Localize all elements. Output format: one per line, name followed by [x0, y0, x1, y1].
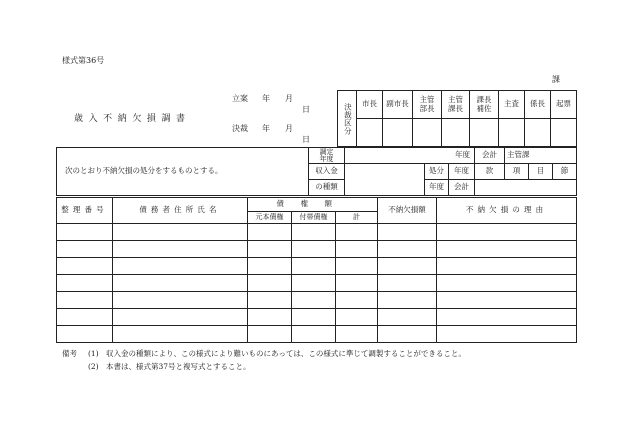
table-cell[interactable]: [292, 292, 336, 309]
table-row: [57, 326, 577, 343]
kessai-month: 月: [285, 124, 293, 133]
fuzui-header: 付帯債権: [292, 212, 336, 224]
kei-header: 計: [336, 212, 378, 224]
chotei-nendo-value[interactable]: 年度: [345, 148, 475, 164]
stamp-box[interactable]: [499, 119, 525, 147]
approval-table: [337, 90, 577, 147]
table-cell[interactable]: [248, 258, 292, 275]
shobun-nendo-label: 年度: [449, 164, 475, 180]
approval-col-header: 起票: [551, 91, 577, 119]
table-cell[interactable]: [378, 258, 437, 275]
table-cell[interactable]: [113, 309, 248, 326]
table-cell[interactable]: [336, 241, 378, 258]
table-cell[interactable]: [378, 224, 437, 241]
table-cell[interactable]: [248, 224, 292, 241]
kaikei-label: 会計: [475, 148, 505, 164]
approval-col-header: 係長: [525, 91, 551, 119]
table-cell[interactable]: [336, 258, 378, 275]
table-cell[interactable]: [437, 224, 577, 241]
table-cell[interactable]: [113, 258, 248, 275]
table-cell[interactable]: [57, 241, 113, 258]
stamp-box[interactable]: [551, 119, 577, 147]
table-cell[interactable]: [113, 241, 248, 258]
table-cell[interactable]: [437, 292, 577, 309]
note-1-text: 収入金の種類により、この様式により難いものにあっては、この様式に準じて調製することができること。: [106, 349, 466, 358]
funou-gaku-header: 不納欠損額: [378, 198, 437, 224]
no-shurui-label: の種類: [309, 180, 345, 196]
approval-col-header: 市長: [357, 91, 383, 119]
note-1-number: (1): [88, 349, 99, 358]
table-cell[interactable]: [437, 241, 577, 258]
approval-col-header: 主管課長: [442, 91, 470, 119]
table-row: [57, 292, 577, 309]
account-code-value[interactable]: [475, 180, 577, 196]
table-cell[interactable]: [292, 309, 336, 326]
table-cell[interactable]: [248, 326, 292, 343]
table-cell[interactable]: [292, 258, 336, 275]
table-cell[interactable]: [437, 326, 577, 343]
table-cell[interactable]: [336, 224, 378, 241]
table-cell[interactable]: [248, 292, 292, 309]
table-cell[interactable]: [336, 292, 378, 309]
table-cell[interactable]: [57, 224, 113, 241]
table-cell[interactable]: [378, 292, 437, 309]
note-2-text: 本書は、様式第37号と複写式とすること。: [106, 362, 251, 371]
stamp-box[interactable]: [383, 119, 413, 147]
table-cell[interactable]: [248, 241, 292, 258]
stamp-box[interactable]: [525, 119, 551, 147]
seiri-bango-header: 整理番号: [57, 198, 113, 224]
bikou-label: 備考: [62, 349, 77, 358]
moku-label: 目: [529, 164, 553, 180]
table-cell[interactable]: [437, 275, 577, 292]
table-cell[interactable]: [378, 275, 437, 292]
ganpon-header: 元本債権: [248, 212, 292, 224]
shukanka-label: 主管課: [505, 148, 577, 164]
disposition-message: 次のとおり不納欠損の処分をするものとする。: [57, 148, 309, 196]
table-cell[interactable]: [336, 326, 378, 343]
table-cell[interactable]: [292, 224, 336, 241]
table-row: [57, 258, 577, 275]
rian-year: 年: [262, 94, 270, 103]
table-row: [57, 309, 577, 326]
kaikei-total-label: 会計: [449, 180, 475, 196]
document-title: 歳入不納欠損調書: [74, 114, 191, 124]
approval-col-header: 主査: [499, 91, 525, 119]
table-cell[interactable]: [113, 326, 248, 343]
setsu-label: 節: [553, 164, 577, 180]
table-cell[interactable]: [437, 258, 577, 275]
stamp-box[interactable]: [357, 119, 383, 147]
stamp-box[interactable]: [442, 119, 470, 147]
table-cell[interactable]: [292, 275, 336, 292]
form-number: 様式第36号: [62, 56, 105, 65]
shunyukin-value[interactable]: [345, 164, 425, 196]
rian-month: 月: [285, 94, 293, 103]
table-cell[interactable]: [248, 309, 292, 326]
table-cell[interactable]: [336, 275, 378, 292]
saimusha-header: 債務者住所氏名: [113, 198, 248, 224]
saiken-gaku-header: 債権額: [248, 198, 378, 212]
table-cell[interactable]: [113, 292, 248, 309]
table-cell[interactable]: [292, 241, 336, 258]
table-row: [57, 241, 577, 258]
info-table: [56, 147, 577, 196]
table-cell[interactable]: [57, 258, 113, 275]
table-cell[interactable]: [57, 275, 113, 292]
note-2-number: (2): [88, 362, 99, 371]
approval-col-header: 主管部長: [413, 91, 442, 119]
rian-day: 日: [302, 105, 310, 114]
table-cell[interactable]: [378, 326, 437, 343]
kan-label: 款: [475, 164, 505, 180]
shunyukin-label: 収入金: [309, 164, 345, 180]
detail-table: [56, 197, 577, 343]
shobun-nendo-value: 年度: [425, 180, 449, 196]
stamp-box[interactable]: [413, 119, 442, 147]
table-cell[interactable]: [437, 309, 577, 326]
table-cell[interactable]: [378, 241, 437, 258]
table-cell[interactable]: [57, 292, 113, 309]
table-cell[interactable]: [57, 326, 113, 343]
section-label: 課: [552, 75, 560, 84]
shobun-label: 処分: [425, 164, 449, 180]
table-row: [57, 275, 577, 292]
kou-label: 項: [505, 164, 529, 180]
rian-label: 立案: [232, 94, 248, 103]
table-cell[interactable]: [57, 309, 113, 326]
kessai-year: 年: [262, 124, 270, 133]
kessai-label: 決裁: [232, 124, 248, 133]
kessai-kubun-label: 決裁区分: [338, 91, 357, 147]
table-cell[interactable]: [113, 275, 248, 292]
kessai-day: 日: [302, 135, 310, 144]
table-cell[interactable]: [292, 326, 336, 343]
stamp-box[interactable]: [470, 119, 499, 147]
approval-col-header: 課長補佐: [470, 91, 499, 119]
chotei-nendo-label: 調定年度: [309, 148, 345, 164]
table-cell[interactable]: [336, 309, 378, 326]
table-row: [57, 224, 577, 241]
table-cell[interactable]: [248, 275, 292, 292]
table-cell[interactable]: [113, 224, 248, 241]
approval-col-header: 副市長: [383, 91, 413, 119]
riyu-header: 不納欠損の理由: [437, 198, 577, 224]
table-cell[interactable]: [378, 309, 437, 326]
